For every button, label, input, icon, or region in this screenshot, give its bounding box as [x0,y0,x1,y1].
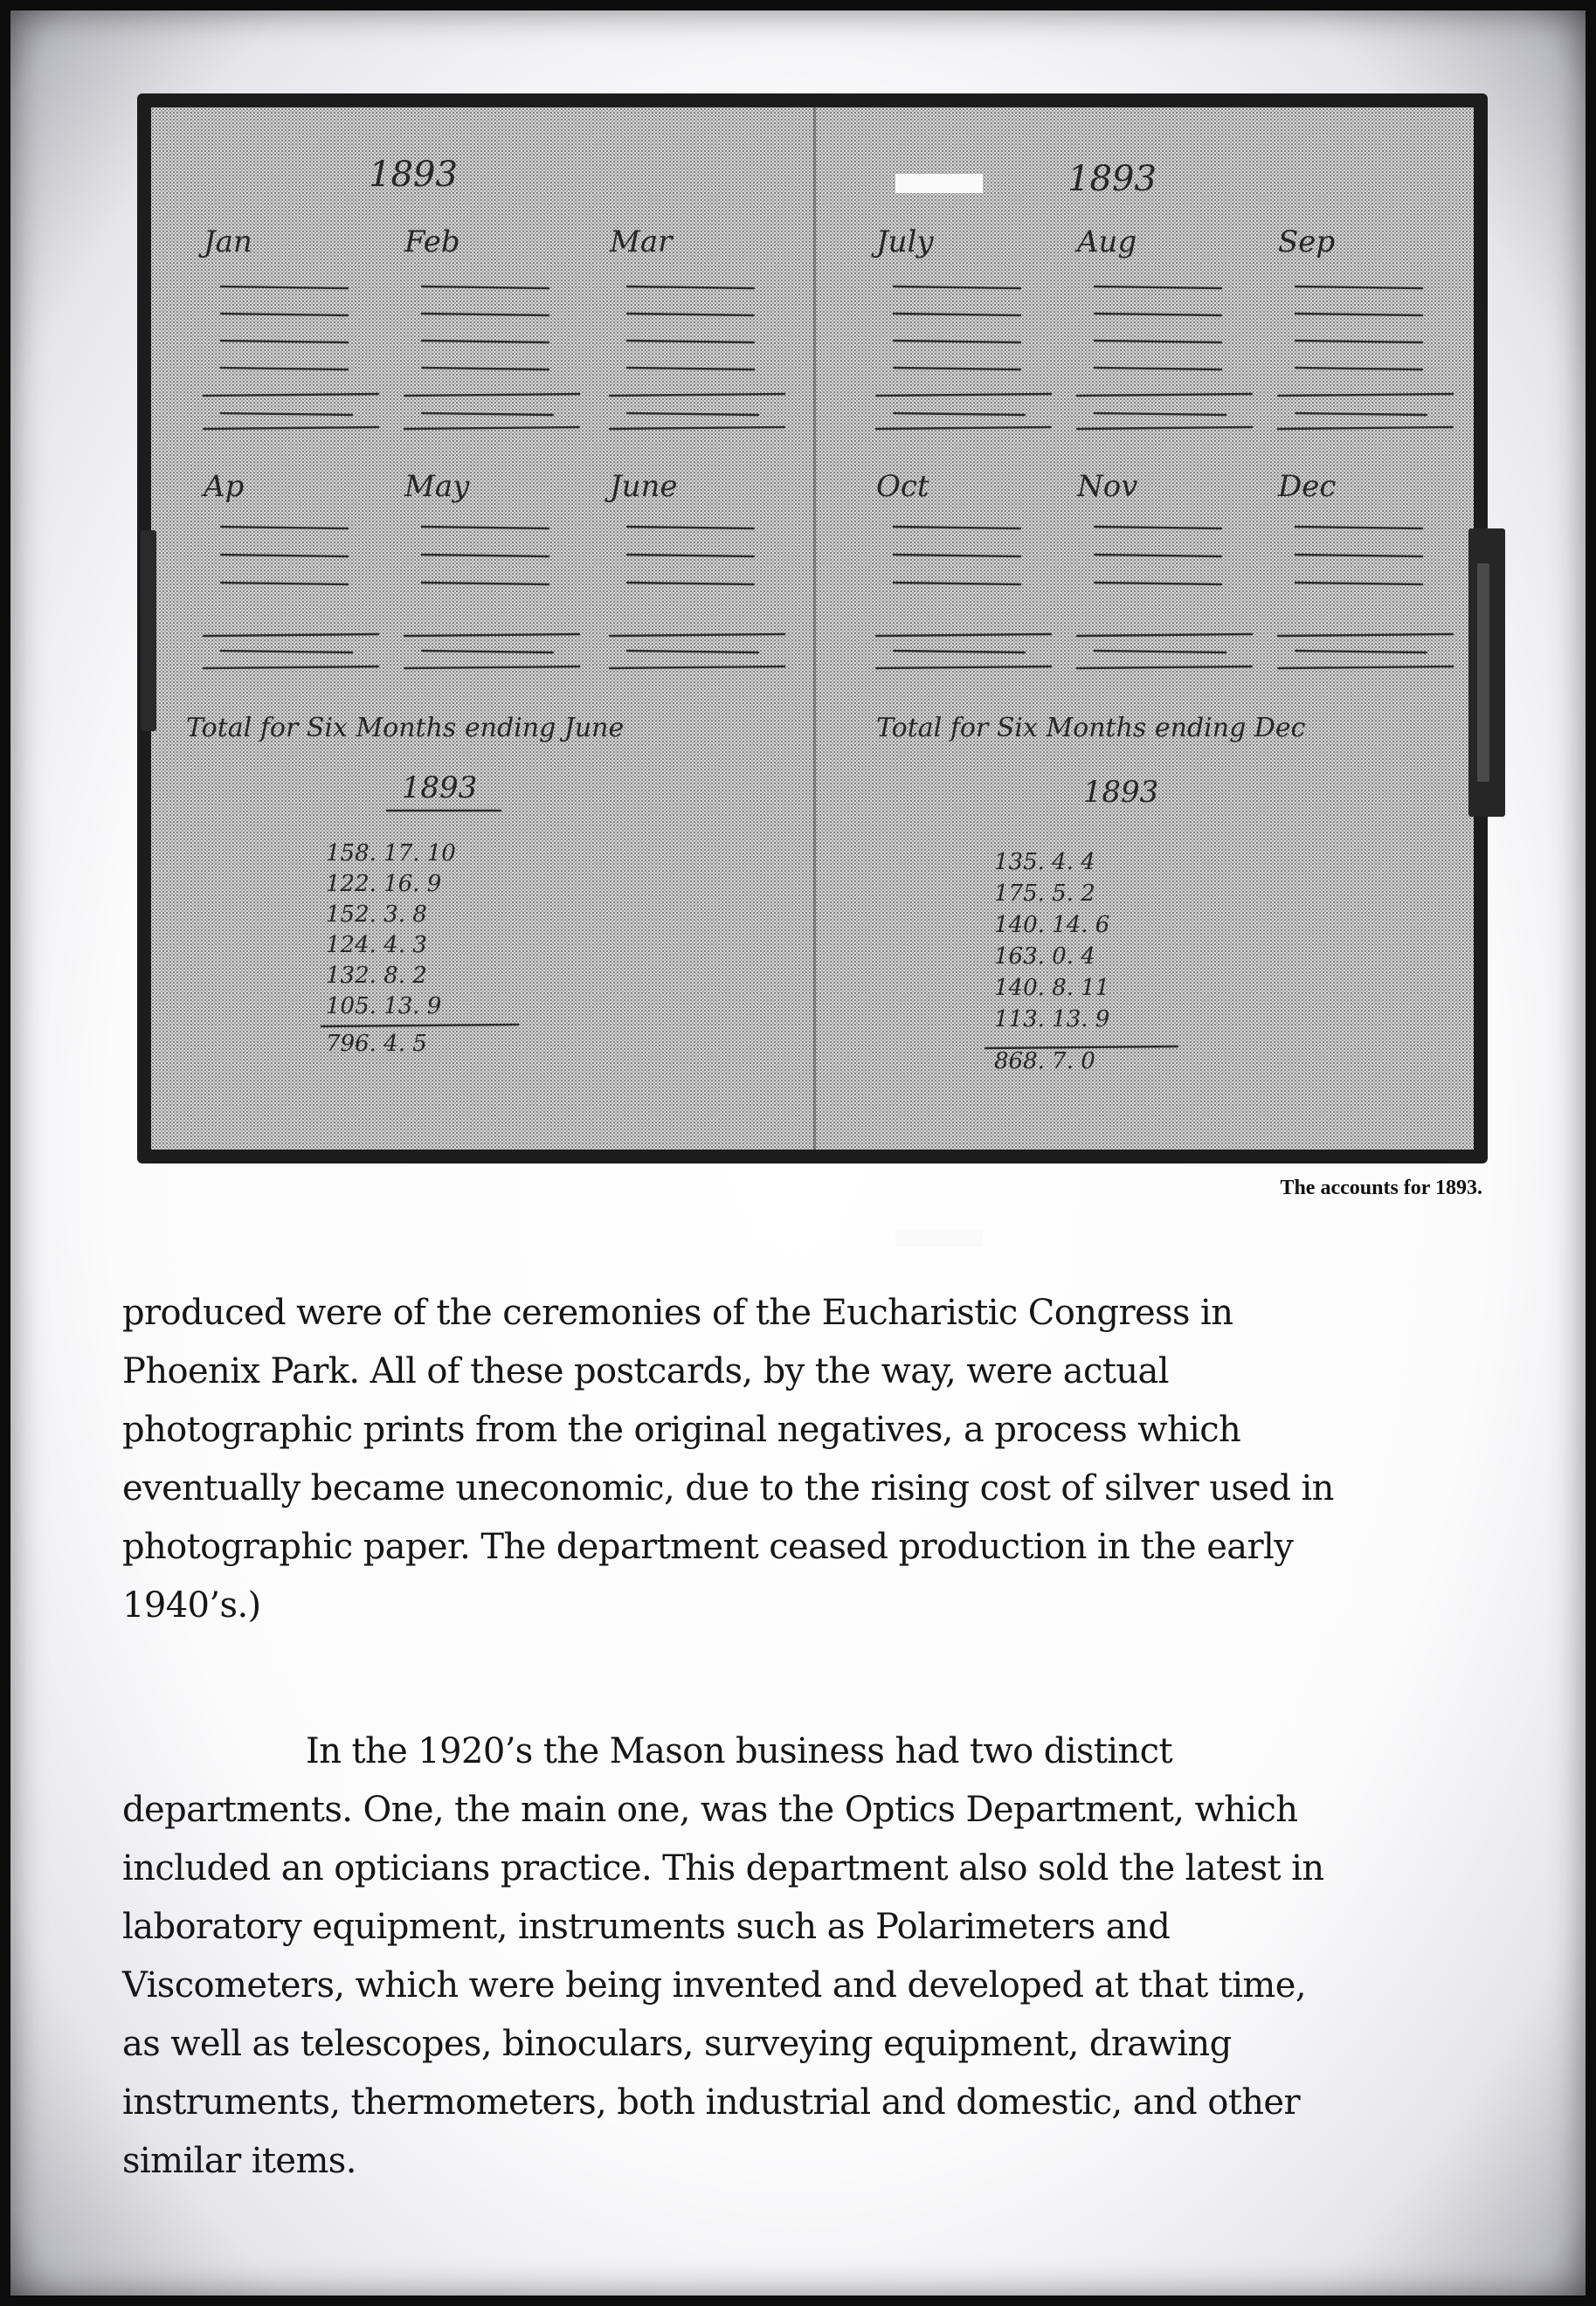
handwritten-sum-rule [610,427,784,429]
handwritten-entry [422,341,549,342]
handwritten-entry [1295,583,1422,584]
text-line: 1940’s.) [122,1585,261,1626]
handwritten-entry [627,651,758,652]
handwritten-entry [894,287,1020,288]
handwritten-total: 140. 8. 11 [994,975,1110,1001]
handwritten-entry [894,314,1020,315]
handwritten-sum-rule [876,427,1051,429]
ledger-clasp-left [141,530,156,731]
paragraph-2 [122,1723,1537,2191]
handwritten-entry [1295,555,1422,556]
handwritten-month: Feb [404,224,460,259]
handwritten-entry [627,341,754,342]
handwritten-total: 135. 4. 4 [994,849,1095,875]
handwritten-month: May [404,469,470,504]
handwritten-total: 868. 7. 0 [994,1048,1095,1074]
handwritten-entry [1095,341,1221,342]
text-line: In the 1920’s the Mason business had two distinct [306,1731,1172,1771]
handwritten-entry [422,287,549,288]
handwritten-sum-rule [404,394,579,396]
text-line: included an opticians practice. This department also sold the latest in [122,1848,1324,1888]
handwritten-entry [422,527,549,528]
ledger-gap-bottom [895,1229,983,1246]
handwritten-total: 158. 17. 10 [326,840,456,866]
text-line: departments. One, the main one, was the Optics Department, which [122,1790,1298,1830]
handwritten-entry [1095,413,1226,415]
handwritten-entry [627,555,754,556]
handwritten-sum-rule [876,394,1051,396]
handwritten-month: Ap [204,469,245,504]
handwritten-sum-rule [204,427,378,429]
handwritten-total: 175. 5. 2 [994,880,1095,907]
handwritten-entry [1095,555,1221,556]
handwritten-month: June [610,469,678,504]
handwritten-entry [1295,413,1427,415]
handwritten-sum-rule [1077,666,1252,668]
handwritten-sum-rule [1077,634,1252,636]
handwritten-total: 796. 4. 5 [326,1031,427,1057]
text-line: similar items. [122,2141,356,2181]
handwritten-sum-rule [204,394,378,396]
handwritten-entry [221,413,352,415]
handwritten-entry [1295,287,1422,288]
handwritten-entry [1095,368,1221,369]
handwritten-entry [894,651,1025,652]
handwritten-month: Oct [876,469,929,504]
handwritten-year: 1893 [401,770,478,805]
handwritten-year: 1893 [1067,159,1157,199]
handwritten-entry [422,368,549,369]
handwritten-entry [894,583,1020,584]
handwritten-entry [627,413,758,415]
handwritten-month: Sep [1278,224,1336,259]
handwritten-entry [422,583,549,584]
handwritten-sum-rule [1278,634,1453,636]
text-line: photographic paper. The department ceased production in the early [122,1527,1294,1567]
text-line: eventually became uneconomic, due to the rising cost of silver used in [122,1468,1334,1509]
handwritten-entry [221,583,348,584]
handwritten-sum-rule [876,634,1051,636]
handwritten-entry [1095,287,1221,288]
handwritten-sum-rule [1077,394,1252,396]
handwritten-accounts [151,107,1474,1150]
handwritten-entry [1295,368,1422,369]
text-line: as well as telescopes, binoculars, surveying equipment, drawing [122,2024,1232,2064]
handwritten-sum-rule [610,666,784,668]
handwritten-entry [422,413,553,415]
handwritten-total: 163. 0. 4 [994,943,1095,970]
ledger-gap-top [895,174,983,193]
handwritten-entry [1295,527,1422,528]
handwritten-total: 122. 16. 9 [326,871,442,897]
handwritten-total: 113. 13. 9 [994,1006,1110,1032]
handwritten-entry [221,651,352,652]
handwritten-month: Jan [204,224,252,259]
handwritten-entry [221,527,348,528]
handwritten-entry [894,527,1020,528]
handwritten-entry [221,287,348,288]
handwritten-year: 1893 [369,155,458,195]
handwritten-heading: Total for Six Months ending June [186,713,625,743]
handwritten-entry [627,368,754,369]
handwritten-entry [1295,341,1422,342]
handwritten-sum-rule [404,427,579,429]
handwritten-entry [1095,583,1221,584]
text-line: produced were of the ceremonies of the Eucharistic Congress in [122,1293,1233,1333]
ledger-clasp-right [1468,528,1505,817]
handwritten-entry [894,341,1020,342]
handwritten-sum-rule [1278,394,1453,396]
handwritten-entry [221,555,348,556]
handwritten-sum-rule [876,666,1051,668]
handwritten-entry [221,368,348,369]
handwritten-entry [627,583,754,584]
handwritten-entry [894,368,1020,369]
handwritten-entry [1295,314,1422,315]
handwritten-month: Aug [1077,224,1137,259]
handwritten-entry [221,314,348,315]
handwritten-entry [894,413,1025,415]
handwritten-entry [1295,651,1427,652]
handwritten-month: Nov [1077,469,1138,504]
handwritten-entry [627,287,754,288]
handwritten-entry [627,527,754,528]
handwritten-sum-rule [610,394,784,396]
handwritten-year: 1893 [1082,775,1159,810]
handwritten-sum-rule [1278,666,1453,668]
handwritten-entry [422,651,553,652]
handwritten-entry [627,314,754,315]
handwritten-heading: Total for Six Months ending Dec [876,713,1306,743]
handwritten-sum-rule [1077,427,1252,429]
handwritten-month: Dec [1278,469,1337,504]
text-line: photographic prints from the original negatives, a process which [122,1410,1241,1450]
handwritten-entry [894,555,1020,556]
handwritten-entry [422,314,549,315]
handwritten-sum-rule [404,634,579,636]
handwritten-total: 132. 8. 2 [326,963,427,989]
handwritten-total: 124. 4. 3 [326,932,427,958]
figure-caption: The accounts for 1893. [1280,1177,1482,1199]
handwritten-entry [1095,651,1226,652]
handwritten-entry [221,341,348,342]
text-line: Viscometers, which were being invented and developed at that time, [122,1965,1306,2006]
handwritten-sum-rule [321,1025,518,1026]
text-line: instruments, thermometers, both industrial and domestic, and other [122,2082,1301,2123]
handwritten-total: 140. 14. 6 [994,912,1110,938]
handwritten-entry [1095,527,1221,528]
text-line: Phoenix Park. All of these postcards, by the way, were actual [122,1351,1169,1391]
handwritten-month: July [876,224,934,259]
handwritten-month: Mar [610,224,673,259]
handwritten-sum-rule [1278,427,1453,429]
handwritten-total: 105. 13. 9 [326,993,442,1019]
handwritten-sum-rule [404,666,579,668]
handwritten-sum-rule [204,666,378,668]
document-page [10,10,1586,2296]
ledger-photograph [137,93,1488,1163]
handwritten-total: 152. 3. 8 [326,901,427,928]
paragraph-1 [122,1284,1537,1635]
handwritten-entry [1095,314,1221,315]
handwritten-sum-rule [610,634,784,636]
text-line: laboratory equipment, instruments such as Polarimeters and [122,1907,1171,1947]
handwritten-entry [422,555,549,556]
handwritten-sum-rule [204,634,378,636]
ledger-pages [151,107,1474,1150]
